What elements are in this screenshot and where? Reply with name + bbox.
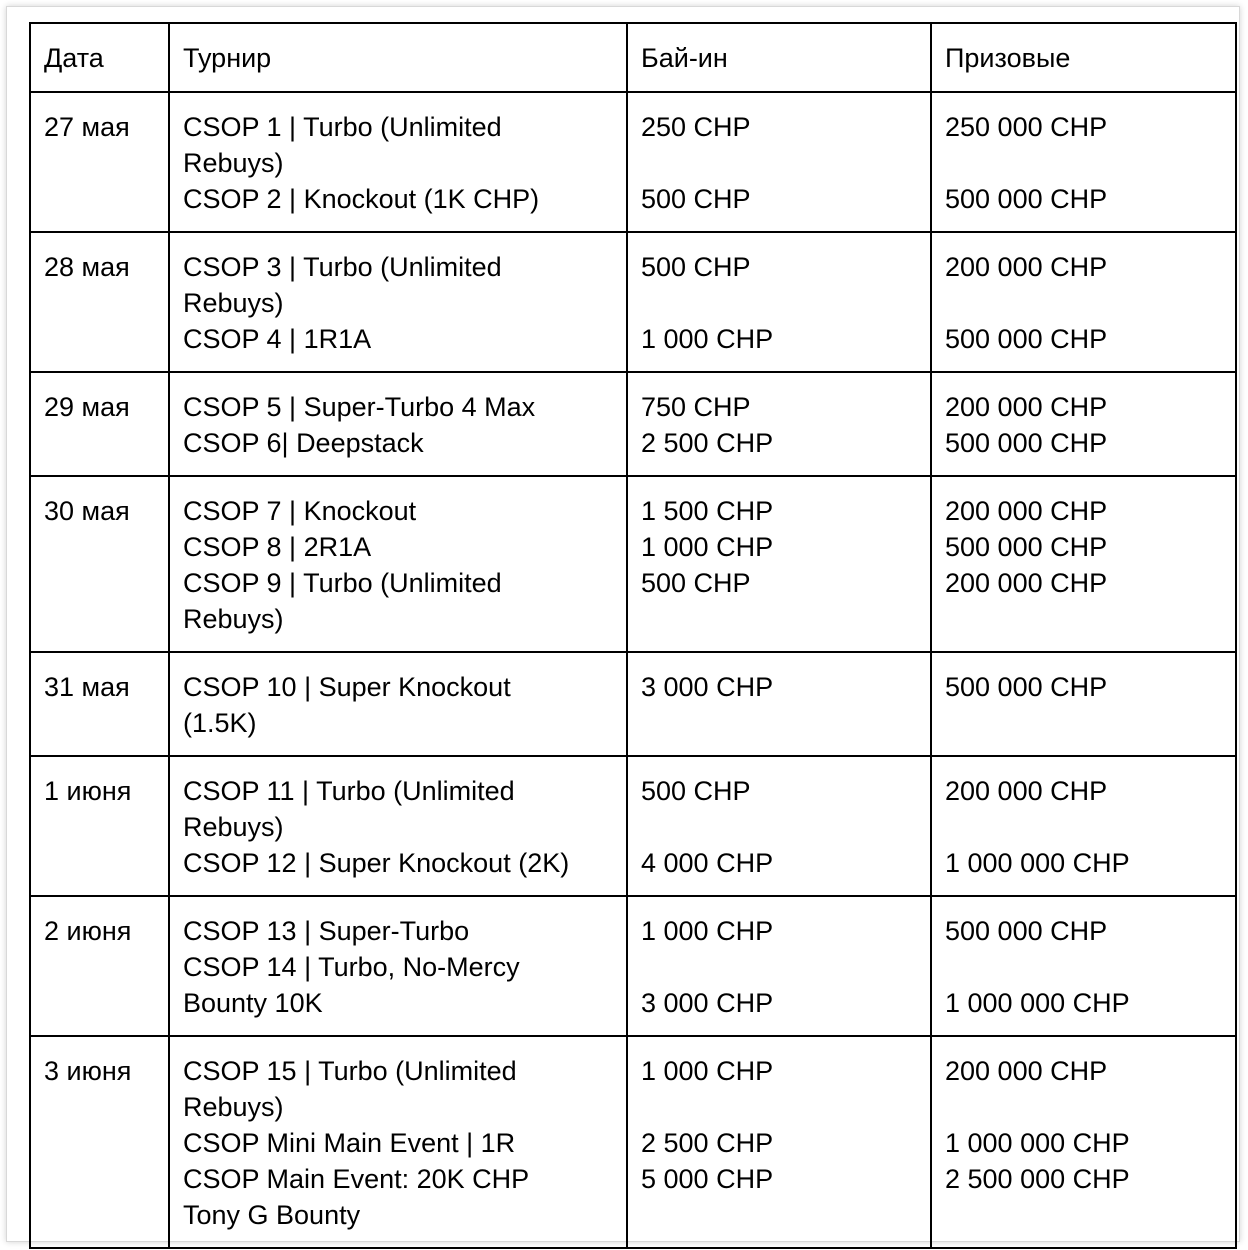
event-date: 27 мая <box>44 112 130 142</box>
event-date: 2 июня <box>44 916 132 946</box>
prize-pool-amount: 200 000 CHP <box>945 568 1108 598</box>
tournament-cell <box>169 92 627 232</box>
tournament-cell <box>169 896 627 1036</box>
buyin-amount: 1 000 CHP <box>641 532 774 562</box>
buyin-amount: 1 500 CHP <box>641 496 774 526</box>
prize-pool-amount: 500 000 CHP <box>945 672 1108 702</box>
buyin-amount: 500 CHP <box>641 568 751 598</box>
prize-pool-amount: 500 000 CHP <box>945 428 1108 458</box>
tournament-name-line: Rebuys) <box>183 288 284 318</box>
buyin-cell <box>627 232 931 372</box>
prize-pool-amount: 250 000 CHP <box>945 112 1108 142</box>
header-row <box>30 23 1236 92</box>
tournament-name-line: CSOP 12 | Super Knockout (2K) <box>183 848 570 878</box>
event-date: 3 июня <box>44 1056 132 1086</box>
header-cell-date <box>30 23 169 92</box>
header-prize: Призовые <box>945 43 1071 73</box>
buyin-amount: 3 000 CHP <box>641 672 774 702</box>
buyin-amount: 500 CHP <box>641 184 751 214</box>
header-buyin: Бай-ин <box>641 43 728 73</box>
prize-pool-amount: 200 000 CHP <box>945 776 1108 806</box>
header-cell-prize <box>931 23 1236 92</box>
tournament-cell <box>169 1036 627 1248</box>
tournament-name-line: CSOP 6| Deepstack <box>183 428 424 458</box>
tournament-name-line: CSOP 15 | Turbo (Unlimited <box>183 1056 517 1086</box>
buyin-amount <box>641 949 920 985</box>
buyin-amount: 500 CHP <box>641 776 751 806</box>
prize-pool-amount: 500 000 CHP <box>945 184 1108 214</box>
buyin-amount: 5 000 CHP <box>641 1164 774 1194</box>
table-row <box>30 1036 1236 1248</box>
buyin-amount <box>641 705 920 741</box>
prize-pool-amount <box>945 145 1225 181</box>
prize-pool-amount: 1 000 000 CHP <box>945 848 1130 878</box>
tournament-name-line: CSOP 3 | Turbo (Unlimited <box>183 252 502 282</box>
table-row <box>30 372 1236 476</box>
table-body <box>30 23 1236 1248</box>
tournament-cell <box>169 372 627 476</box>
date-cell <box>30 652 169 756</box>
tournament-name-line: CSOP 13 | Super-Turbo <box>183 916 470 946</box>
prize-pool-amount <box>945 1197 1225 1233</box>
tournament-name-line: CSOP 11 | Turbo (Unlimited <box>183 776 515 806</box>
tournament-schedule-table <box>29 22 1237 1249</box>
tournament-name-line: CSOP 14 | Turbo, No-Mercy <box>183 952 520 982</box>
buyin-amount: 1 000 CHP <box>641 1056 774 1086</box>
tournament-name-line: CSOP Main Event: 20K CHP <box>183 1164 530 1194</box>
prize-cell <box>931 476 1236 652</box>
tournament-name-line: Bounty 10K <box>183 988 323 1018</box>
tournament-name-line: CSOP 1 | Turbo (Unlimited <box>183 112 502 142</box>
tournament-cell <box>169 652 627 756</box>
prize-cell <box>931 372 1236 476</box>
buyin-cell <box>627 476 931 652</box>
buyin-amount: 2 500 CHP <box>641 1128 774 1158</box>
tournament-name-line: CSOP 9 | Turbo (Unlimited <box>183 568 502 598</box>
event-date: 31 мая <box>44 672 130 702</box>
tournament-name-line: CSOP 2 | Knockout (1K CHP) <box>183 184 540 214</box>
header-date: Дата <box>44 43 104 73</box>
prize-pool-amount <box>945 949 1225 985</box>
tournament-cell <box>169 756 627 896</box>
prize-pool-amount: 1 000 000 CHP <box>945 988 1130 1018</box>
prize-pool-amount: 500 000 CHP <box>945 532 1108 562</box>
tournament-cell <box>169 476 627 652</box>
buyin-cell <box>627 372 931 476</box>
buyin-amount: 4 000 CHP <box>641 848 774 878</box>
prize-pool-amount <box>945 705 1225 741</box>
prize-pool-amount <box>945 285 1225 321</box>
prize-pool-amount: 1 000 000 CHP <box>945 1128 1130 1158</box>
header-tournament: Турнир <box>183 43 272 73</box>
tournament-name-line: (1.5K) <box>183 708 257 738</box>
buyin-cell <box>627 652 931 756</box>
prize-cell <box>931 232 1236 372</box>
document-frame <box>6 6 1240 1242</box>
buyin-cell <box>627 92 931 232</box>
table-row <box>30 756 1236 896</box>
prize-pool-amount <box>945 1089 1225 1125</box>
event-date: 28 мая <box>44 252 130 282</box>
prize-cell <box>931 652 1236 756</box>
buyin-amount: 1 000 CHP <box>641 916 774 946</box>
buyin-amount <box>641 1197 920 1233</box>
tournament-name-line: Rebuys) <box>183 812 284 842</box>
buyin-amount <box>641 285 920 321</box>
buyin-amount: 2 500 CHP <box>641 428 774 458</box>
prize-pool-amount <box>945 809 1225 845</box>
buyin-cell <box>627 756 931 896</box>
buyin-amount: 250 CHP <box>641 112 751 142</box>
date-cell <box>30 476 169 652</box>
prize-pool-amount: 200 000 CHP <box>945 392 1108 422</box>
prize-pool-amount: 200 000 CHP <box>945 252 1108 282</box>
tournament-name-line: CSOP 5 | Super-Turbo 4 Max <box>183 392 536 422</box>
prize-pool-amount: 2 500 000 CHP <box>945 1164 1130 1194</box>
table-row <box>30 896 1236 1036</box>
table-row <box>30 476 1236 652</box>
prize-cell <box>931 92 1236 232</box>
date-cell <box>30 92 169 232</box>
buyin-amount <box>641 1089 920 1125</box>
tournament-cell <box>169 232 627 372</box>
event-date: 29 мая <box>44 392 130 422</box>
buyin-amount: 1 000 CHP <box>641 324 774 354</box>
tournament-name-line: Rebuys) <box>183 604 284 634</box>
buyin-cell <box>627 896 931 1036</box>
prize-pool-amount: 500 000 CHP <box>945 916 1108 946</box>
event-date: 30 мая <box>44 496 130 526</box>
tournament-name-line: CSOP 4 | 1R1A <box>183 324 372 354</box>
buyin-amount <box>641 601 920 637</box>
buyin-amount: 3 000 CHP <box>641 988 774 1018</box>
buyin-amount <box>641 145 920 181</box>
prize-cell <box>931 756 1236 896</box>
table-row <box>30 232 1236 372</box>
date-cell <box>30 896 169 1036</box>
date-cell <box>30 756 169 896</box>
prize-cell <box>931 896 1236 1036</box>
prize-pool-amount: 200 000 CHP <box>945 496 1108 526</box>
prize-pool-amount <box>945 601 1225 637</box>
table-row <box>30 92 1236 232</box>
date-cell <box>30 232 169 372</box>
tournament-name-line: CSOP 10 | Super Knockout <box>183 672 511 702</box>
date-cell <box>30 1036 169 1248</box>
tournament-name-line: Rebuys) <box>183 148 284 178</box>
prize-cell <box>931 1036 1236 1248</box>
prize-pool-amount: 500 000 CHP <box>945 324 1108 354</box>
date-cell <box>30 372 169 476</box>
header-cell-tournament <box>169 23 627 92</box>
buyin-amount <box>641 809 920 845</box>
prize-pool-amount: 200 000 CHP <box>945 1056 1108 1086</box>
buyin-amount: 500 CHP <box>641 252 751 282</box>
tournament-name-line: Tony G Bounty <box>183 1200 361 1230</box>
tournament-name-line: CSOP 8 | 2R1A <box>183 532 372 562</box>
buyin-cell <box>627 1036 931 1248</box>
buyin-amount: 750 CHP <box>641 392 751 422</box>
table-row <box>30 652 1236 756</box>
tournament-name-line: CSOP 7 | Knockout <box>183 496 417 526</box>
header-cell-buyin <box>627 23 931 92</box>
tournament-name-line: CSOP Mini Main Event | 1R <box>183 1128 516 1158</box>
event-date: 1 июня <box>44 776 132 806</box>
tournament-name-line: Rebuys) <box>183 1092 284 1122</box>
